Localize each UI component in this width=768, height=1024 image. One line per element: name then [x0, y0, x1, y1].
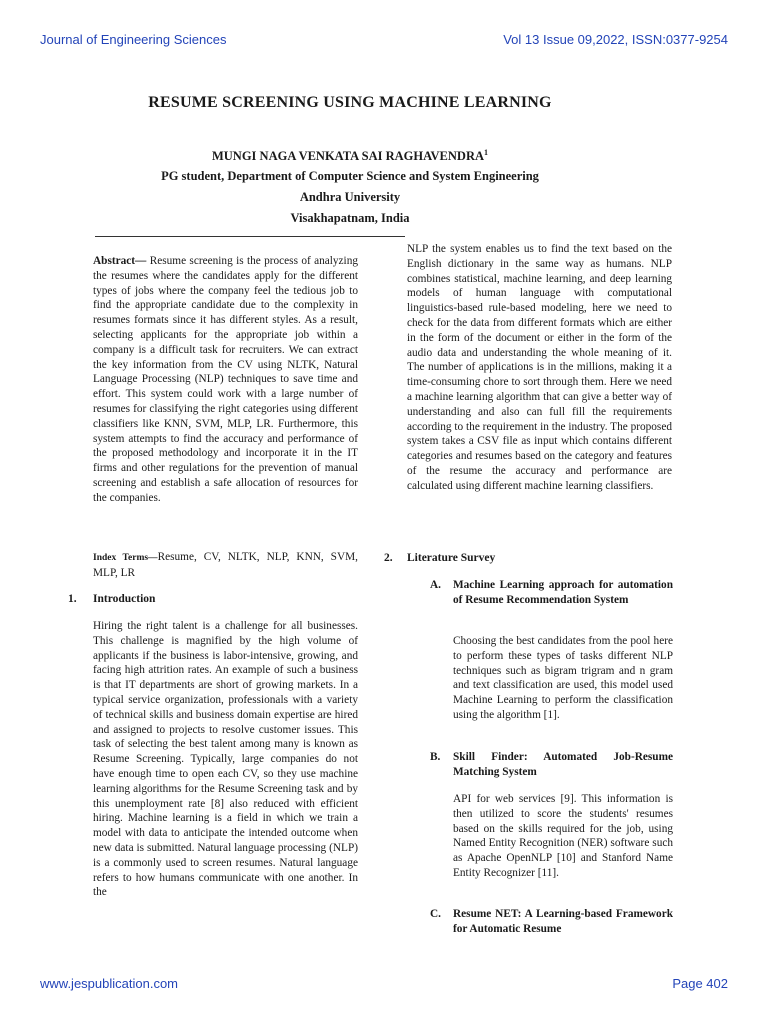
lit-survey-number: 2. [384, 552, 393, 564]
subsection-c-heading [430, 907, 675, 937]
lit-survey-heading: Literature Survey [407, 552, 496, 564]
intro-text [93, 619, 358, 900]
title-separator [95, 236, 405, 237]
index-terms-text: Resume, CV, NLTK, NLP, KNN, SVM, MLP, LR [93, 551, 358, 579]
subsection-a-letter: A. [430, 579, 441, 591]
subsection-b-letter: B. [430, 751, 441, 763]
abstract [93, 254, 358, 506]
column2-paragraph: NLP the system enables us to find the text based on the English dictionary in the same way as humans. NLP combines statistical, machine learning, and deep learning models of human language with computational linguistics-based rule-based modeling, here we need to check for the data from different formats which are either in the form of the document or either in the form of the audio data and understanding the whole meaning of it. The number of applications is in the millions, making it a time-consuming chore to sort through them. Here we need a machine learning algorithm that can give a better way of understanding and also can full fill the requirements according to the requirement in the industry. The proposed system takes a CSV file as input which contains different categories and resumes based on the category and features of the resume the accuracy and performance are calculated using different machine learning classifiers. [407, 243, 672, 492]
subsection-c-letter: C. [430, 908, 441, 920]
author-location: Visakhapatnam, India [290, 211, 410, 225]
abstract-label: Abstract— [93, 255, 147, 267]
subsection-c-title: Resume NET: A Learning-based Framework for Automatic Resume [453, 908, 673, 935]
page-number: Page 402 [672, 976, 728, 991]
subsection-b-title: Skill Finder: Automated Job-Resume Matching System [453, 751, 673, 778]
subsection-a-paragraph: Choosing the best candidates from the pool here to perform these types of tasks different NLP techniques such as bigram trigram and n gram and text classification are used, this model used Machine Learning to perform the classification using the algorithm [1]. [453, 635, 673, 721]
subsection-a-title: Machine Learning approach for automation of Resume Recommendation System [453, 579, 673, 606]
subsection-b-paragraph: API for web services [9]. This information is then utilized to score the students' resumes based on the skills required for the job, using Named Entity Recognition (NER) software such as Apache OpenNLP [10] and Stanford Name Entity Recognizer [11]. [453, 793, 673, 879]
author-university: Andhra University [299, 190, 401, 204]
volume-issn: Vol 13 Issue 09,2022, ISSN:0377-9254 [503, 32, 728, 47]
journal-name: Journal of Engineering Sciences [40, 32, 227, 47]
intro-paragraph: Hiring the right talent is a challenge for all businesses. This challenge is magnified by the high volume of applicants if the business is labor-intensive, growing, and facing high attrition rates. An example of such a business is that IT departments are short of growing markets. In a typical service organization, professionals with a variety of technical skills and business domain expertise are hired and assigned to projects to resolve customer issues. This task of selecting the best talent among many is known as Resume Screening. Typically, large companies do not have enough time to open each CV, so they use machine learning algorithms for the Resume Screening task and by this unemployment rate [8] also reduced with efficient hiring. Machine learning is a field in which we train a model with data to anticipate the intended outcome when new data is submitted. Natural language processing (NLP) is a commonly used to screen resumes. Natural language refers to how humans communicate with one another. In the [93, 620, 358, 899]
paper-title: RESUME SCREENING USING MACHINE LEARNING [148, 94, 552, 111]
subsection-a-text [453, 634, 673, 723]
footer-website[interactable]: www.jespublication.com [40, 976, 179, 991]
subsection-b-heading [430, 750, 675, 780]
index-terms-label: Index Terms— [93, 553, 158, 563]
intro-heading: Introduction [93, 593, 156, 605]
author-position: PG student, Department of Computer Science and System Engineering [161, 169, 539, 183]
subsection-a-heading [430, 578, 675, 623]
subsection-b-text [453, 792, 673, 881]
column2-continuation [407, 242, 672, 494]
intro-number: 1. [68, 593, 77, 605]
author-affiliation-mark: 1 [484, 148, 489, 157]
author-name: MUNGI NAGA VENKATA SAI RAGHAVENDRA [211, 149, 485, 164]
index-terms [93, 550, 358, 581]
abstract-text: Resume screening is the process of analyzing the resumes where the candidates apply for the different types of jobs where the company feel the tedious job to find the appropriate candidate due to the complexity in resumes formats since it has different styles. As a result, selecting applicants for the appropriate job within a company is a difficult task for recruiters. We can extract the key information from the CV using NLTK, Natural Language Processing (NLP) techniques to save time and effort. This system could work with a large number of resumes for classifying the right categories using different classifiers like KNN, SVM, MLP, LR. Furthermore, this system attempts to find the accuracy and performance of the proposed methodology and incorporate it in the IT firms and other regulations for the prevention of manual screening and establish a safe allocation of resources for the companies. [93, 255, 358, 504]
author-name-line [0, 148, 700, 164]
